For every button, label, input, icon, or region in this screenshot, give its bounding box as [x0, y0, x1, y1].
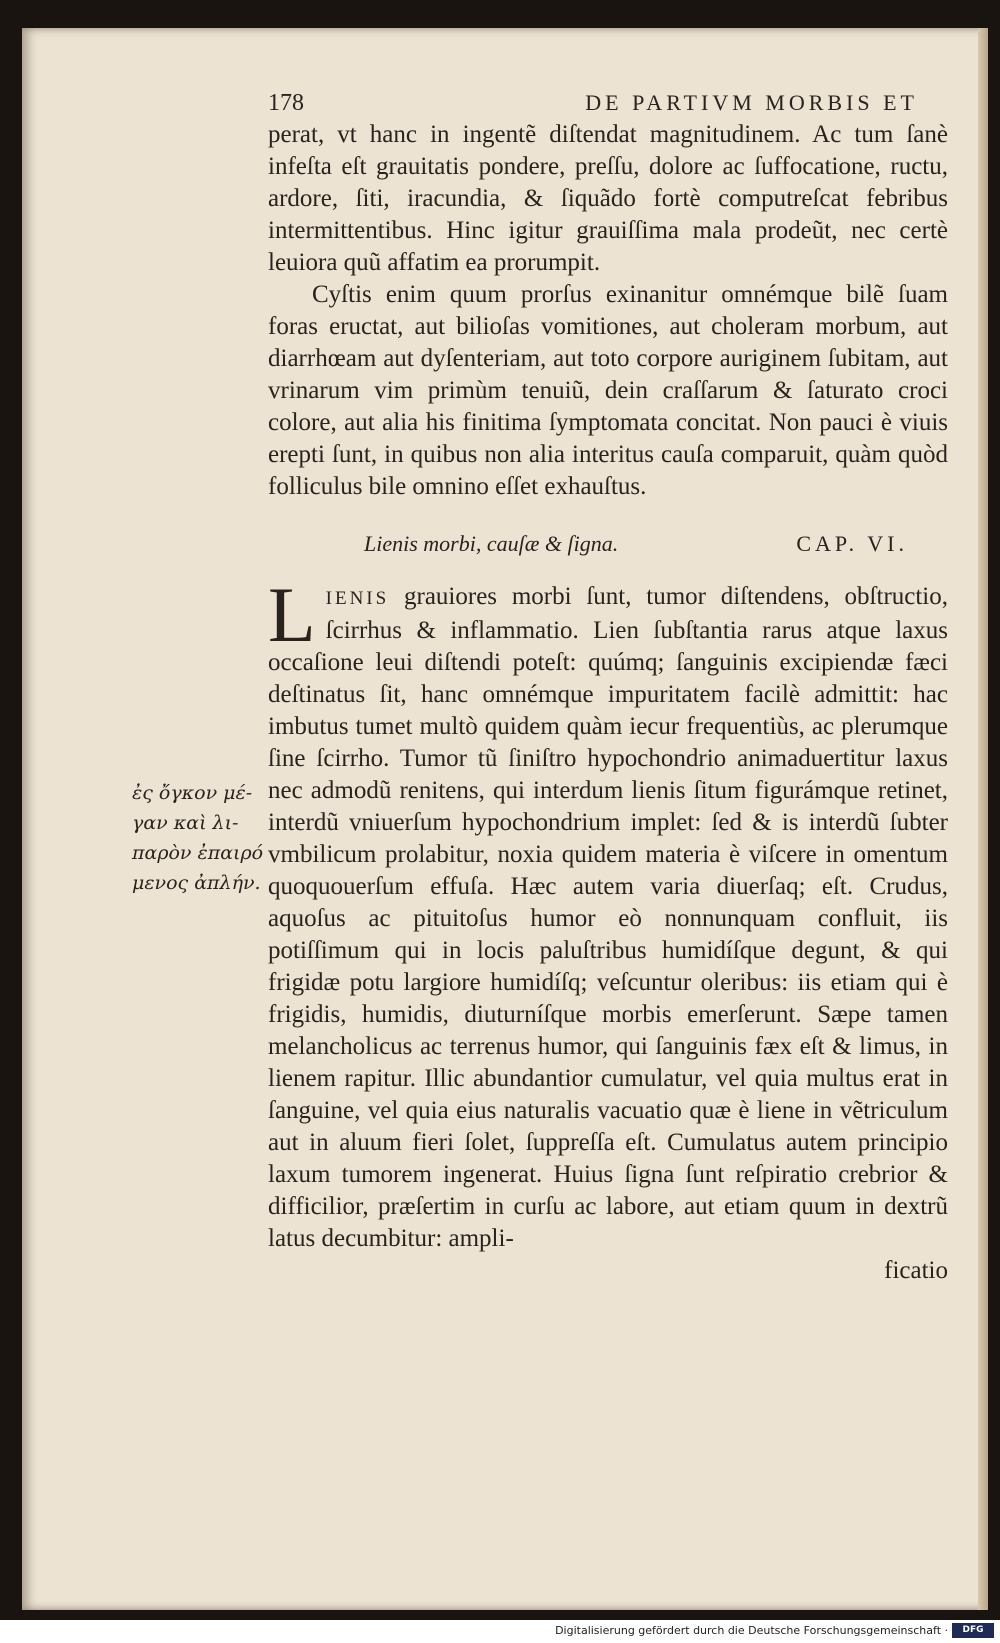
chapter-paragraph: [268, 571, 949, 1255]
digitization-footer: [0, 1620, 1000, 1643]
margin-note-line: γαν καὶ λι-: [132, 812, 239, 834]
chapter-number: CAP. VI.: [796, 531, 908, 556]
page-content: [268, 90, 948, 1287]
margin-note-line: ἐς ὄγκον μέ-: [132, 782, 253, 804]
paragraph-2: Cyſtis enim quum prorſus exinanitur omnémque bilẽ ſuam foras eructat, aut bilioſas vomitiones, aut choleram morbum, aut diarrhœam aut dyſenteriam, aut toto corpore auriginem ſubitam, aut vrinarum vim primùm tenuiũ, dein craſſarum & ſaturato croci colore, aut alia his finitima ſymptomata concitat. Non pauci è viuis erepti ſunt, in quibus non alia interitus cauſa comparuit, quàm quòd folliculus bile omnino eſſet exhauſtus.: [268, 281, 948, 500]
dfg-logo: DFG: [952, 1623, 994, 1638]
page-header: [268, 90, 948, 117]
paragraph-1: perat, vt hanc in ingentẽ diſtendat magnitudinem. Ac tum ſanè infeſta eſt grauitatis pondere, preſſu, dolore ac ſuffocatione, ructu, ardore, ſiti, iracundia, & ſiquãdo fortè computreſcat febribus intermittentibus. Hinc igitur grauiſſima mala prodeũt, nec certè leuiora quũ affatim ea prorumpit.: [268, 121, 948, 276]
chapter-body: grauiores morbi ſunt, tumor diſtendens, obſtructio, ſcirrhus & inflammatio. Lien ſubſtantia rarus atque laxus occaſione leui diſtendi poteſt: quúmq; ſanguinis excipiendæ fæci deſtinatus ſit, hanc omnémque impuritatem facilè admittit: hac imbutus tumet multò quidem quàm iecur frequentiùs, ac plerumque ſine ſcirrho. Tumor tũ ſiniſtro hypochondrio animaduertitur laxus nec admodũ renitens, qui interdum lienis ſitum figurámque retinet, interdũ vniuerſum hypochondrium implet: ſed & is interdũ ſubter vmbilicum prolabitur, noxia quidem materia è viſcere in omentum quoquouerſum effuſa. Hæc autem varia diuerſaq; eſt. Crudus, aquoſus ac pituitoſus humor eò nonnunquam confluit, iis potiſſimum qui in locis paluſtribus humidíſque degunt, & qui frigidæ potu largiore humidíſq; veſcuntur oleribus: iis etiam qui è frigidis, humidis, diuturníſque morbis emerſerunt. Sæpe tamen melancholicus ac terrenus humor, qui ſanguinis fæx eſt & limus, in lienem rapitur. Illic abundantior cumulatur, vel quia multus erat in ſanguine, vel quia eius naturalis vacuatio quæ è liene in vẽtriculum aut in aluum fieri ſolet, ſuppreſſa eſt. Cumulatus autem principio laxum tumorem ingenerat. Huius ſigna ſunt reſpiratio crebrior & difficilior, præſertim in curſu ac labore, aut etiam quum in dextrũ latus decumbitur: ampli-: [268, 583, 949, 1252]
catchword: ficatio: [884, 1257, 948, 1284]
page-edge: [978, 28, 988, 1610]
greek-margin-note: [132, 778, 272, 898]
margin-note-line: παρὸν ἐπαιρό: [132, 842, 264, 864]
margin-note-line: μενος ἀπλήν.: [132, 872, 261, 894]
chapter-title: Lienis morbi, cauſæ & ſigna.: [364, 531, 619, 556]
running-title: DE PARTIVM MORBIS ET: [585, 90, 918, 115]
first-word: IENIS: [325, 588, 390, 609]
chapter-text: [268, 571, 949, 1255]
text-block-top: [268, 119, 948, 503]
drop-cap: L: [268, 571, 316, 658]
page-number: 178: [268, 90, 304, 116]
chapter-heading: [268, 531, 948, 557]
footer-credit: Digitalisierung gefördert durch die Deutsche Forschungsgemeinschaft ·: [555, 1624, 948, 1637]
